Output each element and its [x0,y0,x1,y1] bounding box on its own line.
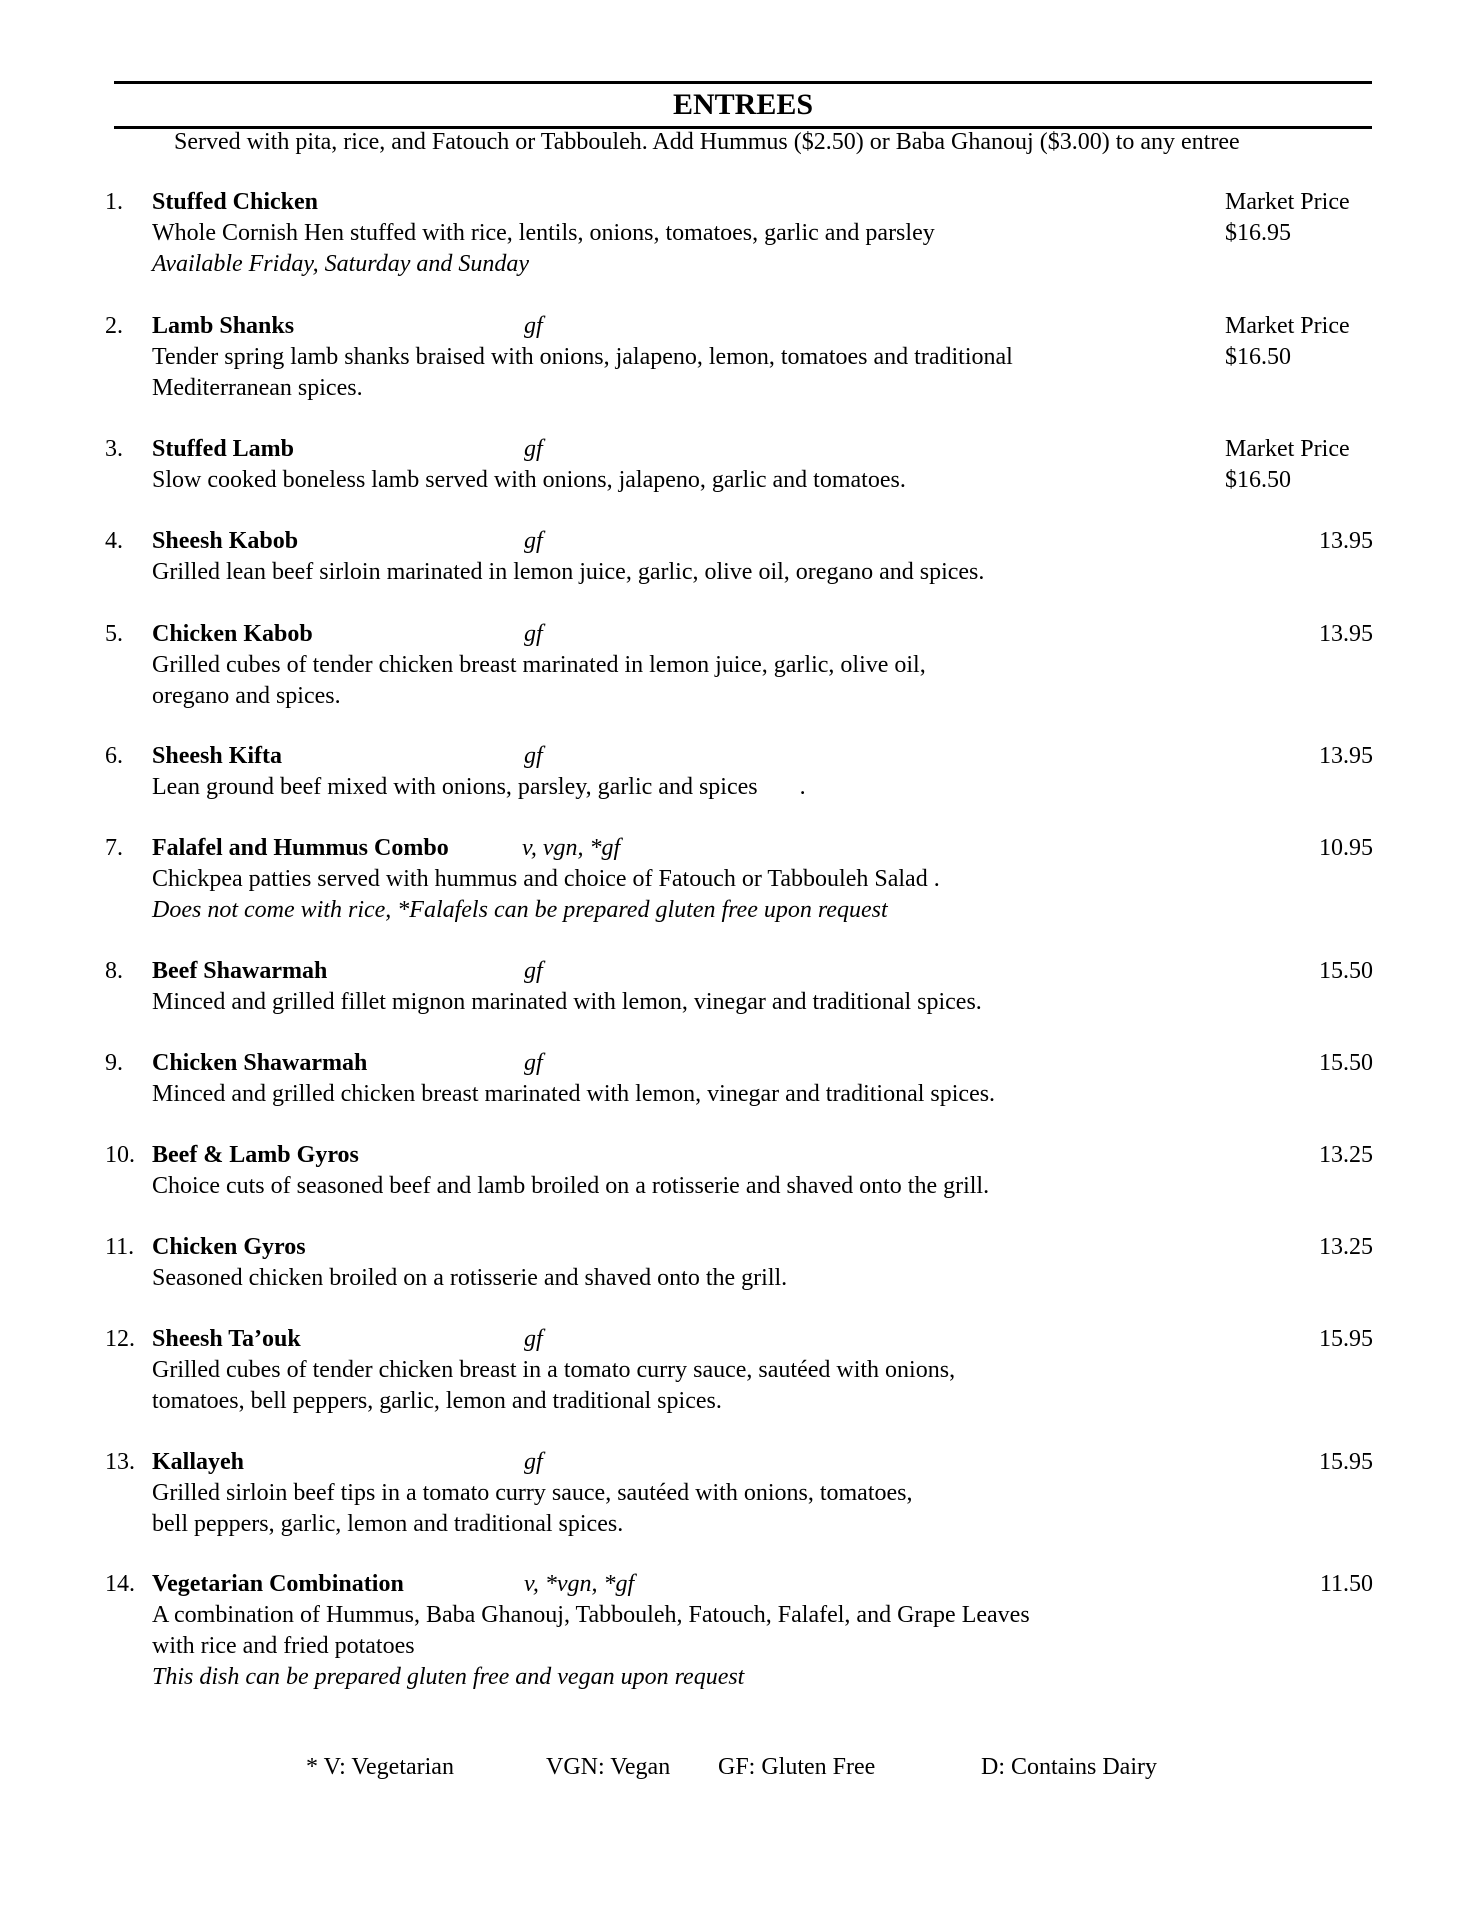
legend-contains-dairy: D: Contains Dairy [981,1754,1157,1780]
item-description: Minced and grilled fillet mignon marinated with lemon, vinegar and traditional spices. [152,989,982,1015]
item-name: Stuffed Lamb [152,436,295,462]
menu-item-beef-shawarmah [105,956,1375,1018]
item-name: Chicken Kabob [152,621,313,647]
item-name: Sheesh Kabob [152,528,299,554]
item-description: Lean ground beef mixed with onions, parsley, garlic and spices . [152,774,806,800]
item-price: 15.50 [1319,958,1373,984]
item-diet-tags: gf [524,1050,543,1076]
item-price: 13.95 [1319,528,1373,554]
item-number: 6. [105,743,123,769]
item-description: A combination of Hummus, Baba Ghanouj, Tabbouleh, Fatouch, Falafel, and Grape Leaves [152,1602,1030,1628]
menu-item-sheesh-kifta [105,741,1375,803]
item-description: bell peppers, garlic, lemon and traditional spices. [152,1511,624,1537]
menu-item-sheesh-kabob [105,526,1375,588]
item-price-label: Market Price [1225,189,1350,215]
menu-item-stuffed-chicken [105,187,1375,280]
item-diet-tags: gf [524,743,543,769]
menu-item-stuffed-lamb [105,434,1375,496]
menu-item-beef-lamb-gyros [105,1140,1375,1202]
top-rule [114,81,1372,84]
legend-gluten-free: GF: Gluten Free [718,1754,876,1780]
item-price: 15.50 [1319,1050,1373,1076]
item-price: $16.50 [1225,344,1291,370]
menu-item-chicken-kabob [105,619,1375,712]
item-description: Whole Cornish Hen stuffed with rice, lentils, onions, tomatoes, garlic and parsley [152,220,935,246]
item-number: 7. [105,835,123,861]
item-name: Lamb Shanks [152,313,295,339]
item-number: 2. [105,313,123,339]
item-diet-tags: gf [524,621,543,647]
item-diet-tags: v, vgn, *gf [522,835,621,861]
item-name: Vegetarian Combination [152,1571,404,1597]
page-title: ENTREES [672,88,814,121]
item-price: 15.95 [1319,1326,1373,1352]
item-diet-tags: gf [524,436,543,462]
item-price: 13.25 [1319,1234,1373,1260]
menu-subtitle: Served with pita, rice, and Fatouch or Tabbouleh. Add Hummus ($2.50) or Baba Ghanouj ($3.00) to any entree [174,129,1240,155]
item-diet-tags: gf [524,1449,543,1475]
item-diet-tags: gf [524,958,543,984]
item-price-label: Market Price [1225,436,1350,462]
menu-item-vegetarian-combination [105,1569,1375,1693]
item-price: 13.95 [1319,621,1373,647]
item-number: 12. [105,1326,135,1352]
legend-vegan: VGN: Vegan [546,1754,671,1780]
legend-vegetarian: * V: Vegetarian [306,1754,454,1780]
item-description: Chickpea patties served with hummus and choice of Fatouch or Tabbouleh Salad . [152,866,940,892]
item-price: 11.50 [1319,1571,1373,1597]
item-number: 8. [105,958,123,984]
item-price: $16.50 [1225,467,1291,493]
item-description: Seasoned chicken broiled on a rotisserie and shaved onto the grill. [152,1265,788,1291]
item-price: 10.95 [1319,835,1373,861]
item-name: Stuffed Chicken [152,189,319,215]
item-number: 11. [105,1234,135,1260]
item-price-label: Market Price [1225,313,1350,339]
item-note: This dish can be prepared gluten free and vegan upon request [152,1664,745,1690]
item-name: Chicken Gyros [152,1234,306,1260]
item-description: oregano and spices. [152,683,341,709]
item-note: Does not come with rice, *Falafels can be prepared gluten free upon request [152,897,888,923]
menu-item-falafel-hummus-combo [105,833,1375,926]
item-description: with rice and fried potatoes [152,1633,415,1659]
item-name: Sheesh Ta’ouk [152,1326,301,1352]
item-number: 9. [105,1050,123,1076]
item-name: Sheesh Kifta [152,743,283,769]
item-price: 13.25 [1319,1142,1373,1168]
item-description: Grilled lean beef sirloin marinated in lemon juice, garlic, olive oil, oregano and spices. [152,559,985,585]
item-diet-tags: v, *vgn, *gf [524,1571,635,1597]
item-note: Available Friday, Saturday and Sunday [152,251,530,277]
item-name: Falafel and Hummus Combo [152,835,449,861]
menu-item-lamb-shanks [105,311,1375,404]
item-description: Mediterranean spices. [152,375,363,401]
diet-legend [0,1750,1484,1784]
item-description: tomatoes, bell peppers, garlic, lemon and traditional spices. [152,1388,722,1414]
item-number: 10. [105,1142,135,1168]
item-name: Beef Shawarmah [152,958,328,984]
item-number: 1. [105,189,123,215]
item-price: $16.95 [1225,220,1291,246]
item-description: Choice cuts of seasoned beef and lamb broiled on a rotisserie and shaved onto the grill. [152,1173,990,1199]
item-description: Minced and grilled chicken breast marinated with lemon, vinegar and traditional spices. [152,1081,996,1107]
item-diet-tags: gf [524,313,543,339]
item-name: Kallayeh [152,1449,245,1475]
menu-item-kallayeh [105,1447,1375,1540]
item-number: 4. [105,528,123,554]
item-description: Grilled cubes of tender chicken breast marinated in lemon juice, garlic, olive oil, [152,652,926,678]
item-number: 5. [105,621,123,647]
menu-item-sheesh-taouk [105,1324,1375,1417]
item-number: 14. [105,1571,135,1597]
item-name: Chicken Shawarmah [152,1050,368,1076]
item-description: Grilled sirloin beef tips in a tomato curry sauce, sautéed with onions, tomatoes, [152,1480,913,1506]
item-description: Slow cooked boneless lamb served with onions, jalapeno, garlic and tomatoes. [152,467,906,493]
item-price: 13.95 [1319,743,1373,769]
item-description: Grilled cubes of tender chicken breast in a tomato curry sauce, sautéed with onions, [152,1357,956,1383]
item-number: 3. [105,436,123,462]
item-name: Beef & Lamb Gyros [152,1142,359,1168]
item-diet-tags: gf [524,1326,543,1352]
item-diet-tags: gf [524,528,543,554]
menu-item-chicken-gyros [105,1232,1375,1294]
item-number: 13. [105,1449,135,1475]
item-price: 15.95 [1319,1449,1373,1475]
item-description: Tender spring lamb shanks braised with onions, jalapeno, lemon, tomatoes and traditional [152,344,1013,370]
menu-item-chicken-shawarmah [105,1048,1375,1110]
